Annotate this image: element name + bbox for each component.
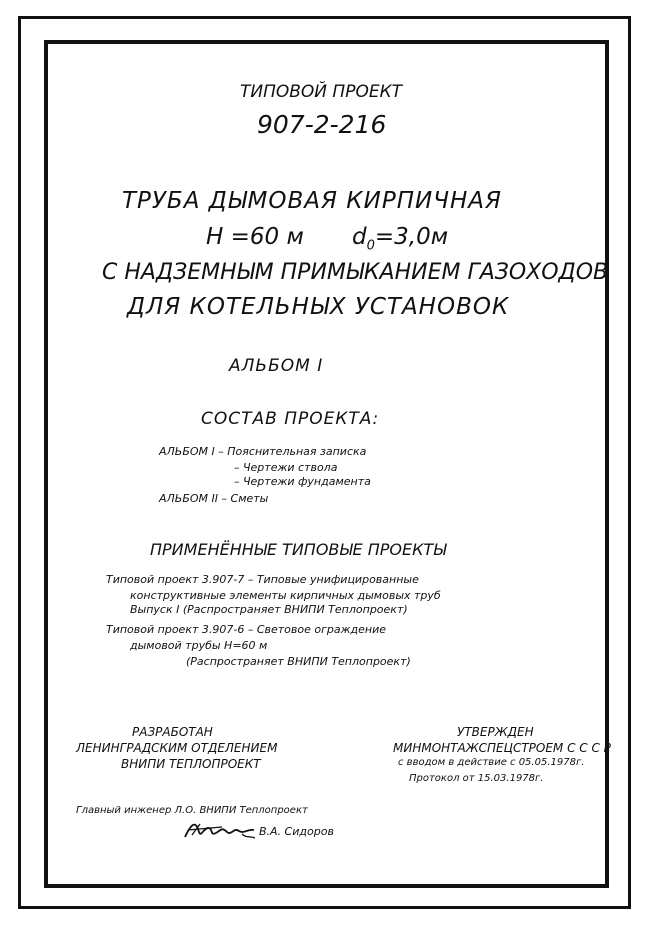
title-diameter: [352, 226, 448, 253]
developed-line-2: ЛЕНИНГРАДСКИМ ОТДЕЛЕНИЕМ: [76, 741, 278, 755]
title-line-4: ДЛЯ КОТЕЛЬНЫХ УСТАНОВОК: [127, 294, 510, 320]
approved-line-3: с вводом в действие с 05.05.1978г.: [398, 757, 585, 768]
chief-engineer-title: Главный инженер Л.О. ВНИПИ Теплопроект: [76, 805, 308, 816]
applied-line: Выпуск I (Распространяет ВНИПИ Теплопроект): [130, 603, 408, 616]
project-number: 907-2-216: [257, 110, 387, 139]
diameter-subscript: 0: [366, 238, 375, 254]
project-type: ТИПОВОЙ ПРОЕКТ: [240, 82, 403, 102]
title-line-1: ТРУБА ДЫМОВАЯ КИРПИЧНАЯ: [122, 188, 502, 214]
diameter-symbol: d: [352, 224, 367, 250]
composition-item: АЛЬБОМ I – Пояснительная записка: [159, 445, 367, 458]
applied-heading: ПРИМЕНЁННЫЕ ТИПОВЫЕ ПРОЕКТЫ: [150, 540, 447, 559]
developed-line-1: РАЗРАБОТАН: [132, 725, 213, 739]
signatory-name: В.А. Сидоров: [259, 825, 334, 838]
diameter-value: =3,0м: [374, 224, 449, 250]
composition-item: АЛЬБОМ II – Сметы: [159, 492, 269, 505]
applied-line: Типовой проект 3.907-7 – Типовые унифицированные: [106, 573, 419, 586]
composition-item: – Чертежи фундамента: [234, 475, 371, 488]
composition-heading: СОСТАВ ПРОЕКТА:: [201, 409, 380, 429]
applied-line: конструктивные элементы кирпичных дымовых труб: [130, 589, 441, 602]
approved-line-4: Протокол от 15.03.1978г.: [409, 773, 544, 784]
title-height: Н =60 м: [206, 224, 304, 250]
developed-line-3: ВНИПИ ТЕПЛОПРОЕКТ: [121, 757, 261, 771]
title-line-3: С НАДЗЕМНЫМ ПРИМЫКАНИЕМ ГАЗОХОДОВ: [102, 260, 609, 285]
applied-line: Типовой проект 3.907-6 – Световое ограждение: [106, 623, 386, 636]
approved-line-2: МИНМОНТАЖСПЕЦСТРОЕМ С С С Р: [393, 741, 611, 755]
applied-line: дымовой трубы Н=60 м: [130, 639, 268, 652]
applied-line: (Распространяет ВНИПИ Теплопроект): [186, 655, 411, 668]
approved-line-1: УТВЕРЖДЕН: [457, 725, 534, 739]
composition-item: – Чертежи ствола: [234, 461, 338, 474]
signature-image: [182, 818, 258, 842]
album-number: АЛЬБОМ I: [229, 356, 324, 376]
